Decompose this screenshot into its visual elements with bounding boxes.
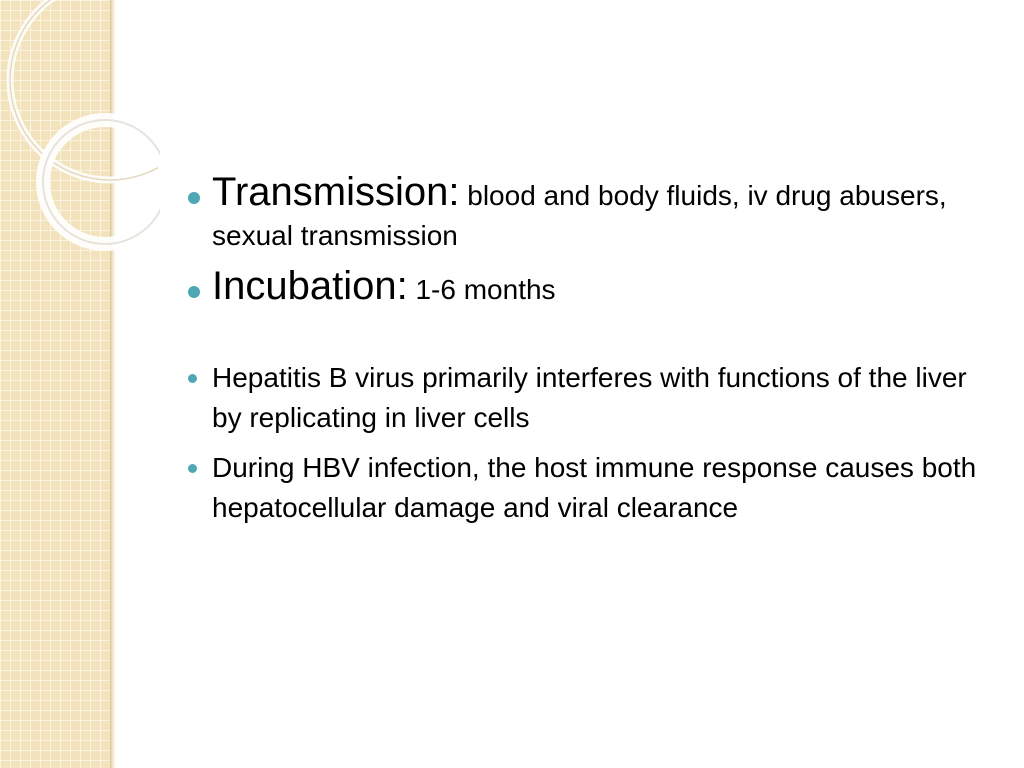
bullet-transmission bbox=[182, 172, 982, 256]
bullet-hbv-immune bbox=[182, 448, 982, 528]
bullet-incubation bbox=[182, 266, 982, 310]
bullet-dot-icon bbox=[188, 464, 197, 473]
slide-content bbox=[182, 172, 982, 538]
bullet-dot-icon bbox=[188, 374, 197, 383]
bullet-text: Hepatitis B virus primarily interferes with functions of the liver by replicating in liver cells bbox=[212, 362, 967, 433]
bullet-text: During HBV infection, the host immune response causes both hepatocellular damage and viral clearance bbox=[212, 452, 977, 523]
bullet-hbv-function bbox=[182, 358, 982, 438]
decorative-rings-icon bbox=[0, 0, 160, 260]
bullet-heading: Incubation: bbox=[212, 264, 408, 308]
bullet-dot-icon bbox=[188, 286, 200, 298]
bullet-detail: blood and body fluids, iv drug abusers, sexual transmission bbox=[212, 180, 947, 251]
bullet-heading: Transmission: bbox=[212, 170, 460, 214]
bullet-detail: 1-6 months bbox=[415, 274, 556, 305]
bullet-list bbox=[182, 172, 982, 528]
bullet-spacer bbox=[182, 320, 982, 358]
bullet-dot-icon bbox=[188, 192, 200, 204]
